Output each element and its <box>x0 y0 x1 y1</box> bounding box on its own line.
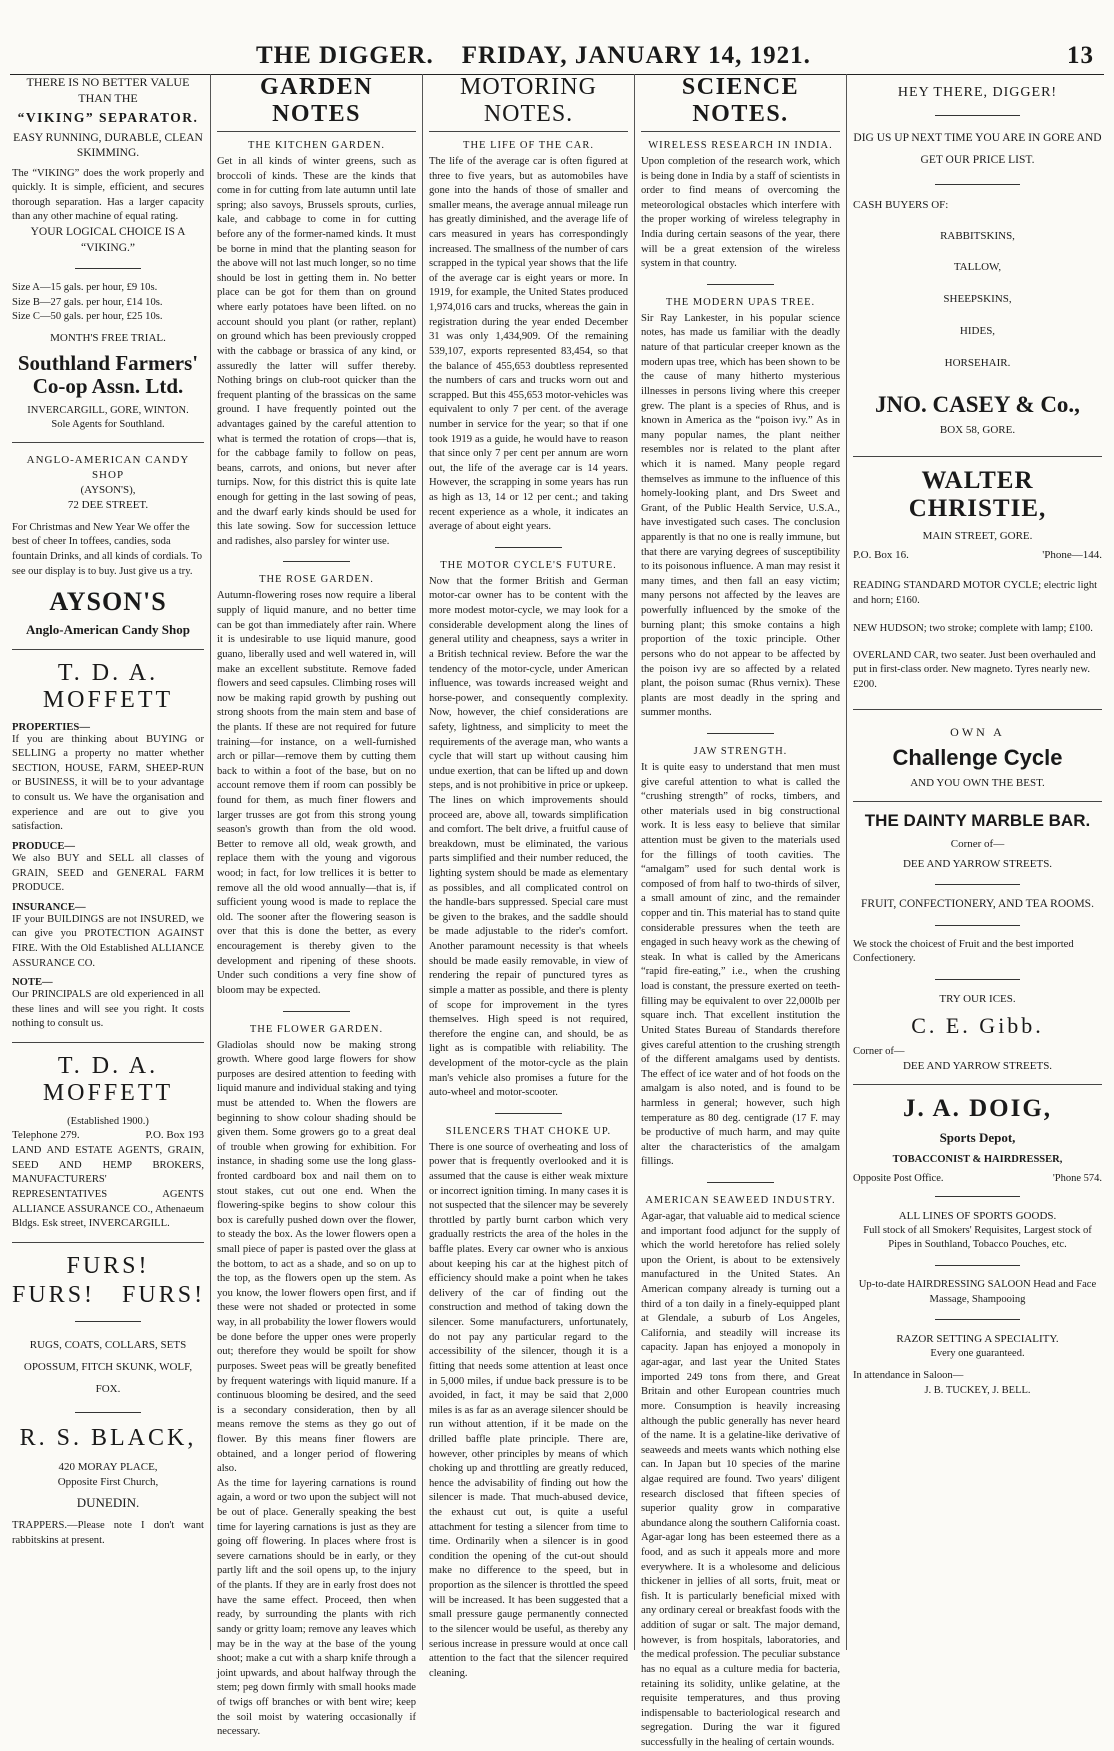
wireless-text: Upon completion of the research work, which is being done in India by a staff of scientists in order to find means of overcoming the meteorological obstacles which interfere with the proper working of wireless telegraphy in India during certain seasons of the year, there will be a great extension of the wireless system in that country. <box>641 156 840 270</box>
moffett-tel: Telephone 279. <box>12 1129 80 1142</box>
dainty-streets: DEE AND YARROW STREETS. <box>902 858 1053 871</box>
motoring-notes-column <box>423 74 635 1679</box>
buy-item-5: HORSEHAIR. <box>944 357 1011 370</box>
life-of-car-head: THE LIFE OF THE CAR. <box>463 140 594 151</box>
candy-addr: 72 DEE STREET. <box>67 498 149 511</box>
life-of-car-text: The life of the average car is often figured at three to five years, but as automobiles have gone into the hands of those of smaller and smaller means, the average annual mileage run has greatly diminished, and the average life of cars measured in years has correspondingly increased. The smallness of the number of cars scrapped in the typical year shows that the life of the average car is eight years or more. In 1919, for example, the United States produced 1,974,016 cars and trucks, whereas the gain in registration during the year ended December 31 was only 1,434,909. Of the remaining 539,107, exports represented 83,454, so that the balance of 455,653 doubtless represented the numbers of cars and trucks worn out and scrapped. But this 455,653 motor-vehicles was equivalent to only 7 per cent. of the average number in service for the year; so that if one took 1919 as a guide, he would have to reason that since only 7 per cent per annum are worn out, the life of the average car is 14 years. However, the scrapping in some years has run as high as 13, 14 or 12 per cent.; and taking recent experience as a whole, it indicates an average of about eight years. <box>429 156 628 533</box>
buy-item-4: HIDES, <box>959 325 996 338</box>
sports-goods: ALL LINES OF SPORTS GOODS. <box>898 1210 1057 1223</box>
black-addr: 420 MORAY PLACE, <box>58 1460 158 1473</box>
science-notes-column <box>635 74 847 1748</box>
viking-choice: YOUR LOGICAL CHOICE IS A “VIKING.” <box>30 226 186 254</box>
produce-text: We also BUY and SELL all classes of GRAIN, SEED and GENERAL FARM PRODUCE. <box>12 852 204 894</box>
furs-items: RUGS, COATS, COLLARS, SETS OPOSSUM, FITCH SKUNK, WOLF, FOX. <box>23 1338 193 1395</box>
southland-places: INVERCARGILL, GORE, WINTON. <box>27 404 189 416</box>
try-ices: TRY OUR ICES. <box>939 993 1016 1005</box>
motor-cycle-text: Now that the former British and German motor-car owner has to be content with the more modest motor-cycle, we may look for a considerable development along the lines of general utility and cheapness, says a writer in a British technical review. Before the war the tendency of the motor-cycle, under American influence, was towards increased weight and horse-power, and consequently complexity. Now, however, the chief considerations are safety, lightness, and simplicity to meet the requirements of the average man, who wants a cycle that will start up without causing him undue exertion, that can be lifted up and down steps, and is not prohibitive in price or upkeep. The lines on which improvements should proceed are, above all, towards simplification and comfort. The belt drive, a fruitful cause of breakdown, must be eliminated, the various parts simplified and their number reduced, the lighting system should be made as elementary as possibles, and all complicated control on the handle-bars suppressed. Special care must be given to the brakes, and the saddle should be made adjustable to the rider's comfort. Another paramount necessity is that wheels should be made easily removable, in view of rendering the repair of punctured tyres as simple a matter as possible, and there is plenty of scope for improvement in the tyres themselves. High speed is not required, therefore the engine can, and should, be as light as is compatible with reliability. The development of the motor-cycle as the plain man's vehicle also promises a future for the auto-wheel and motor-scooter. <box>429 575 628 1099</box>
challenge-cycle: Challenge Cycle <box>892 744 1063 770</box>
viking-size-b: Size B—27 gals. per hour, £14 10s. <box>12 296 163 308</box>
viking-trial: MONTH'S FREE TRIAL. <box>50 331 166 344</box>
candy-owner: (AYSON'S), <box>80 483 136 496</box>
buy-item-2: TALLOW, <box>953 261 1002 274</box>
smokers-stock: Full stock of all Smokers' Requisites, Largest stock of Pipes in Southland, Tobacco Pouches, etc. <box>863 1224 1092 1251</box>
issue-date: FRIDAY, JANUARY 14, 1921. <box>461 42 811 69</box>
wireless-head: WIRELESS RESEARCH IN INDIA. <box>648 140 833 151</box>
motor-cycle-head: THE MOTOR CYCLE'S FUTURE. <box>440 559 617 571</box>
flower-garden-text: Gladiolas should now be making strong growth. Where good large flowers for show purposes are desired attention to feeding with liquid manure and individual staking and tying must be attended to. When the flowers are beginning to show colour shading should be given them. Some growers go to a great deal of trouble when growing for exhibition. For instance, in shading some use the long glass-fronted cardboard box and nail them on to stout stakes, cut out one end. When the flowering-spike begins to show colour this box is carefully pushed down over the flower, to steady the box. As the lower flowers open a small piece of paper is pasted over the glass at the bottom, to act as a shade, and so on up to the top, as the flowers open up the stem. As you know, the lower flowers open first, and if these were not shaded or protected in some way, in all probability the lower flowers would be done before the upper ones were properly out; therefore they would be spoilt for show purposes. Sweet peas will be greatly benefited by frequent waterings with liquid manure. If a continuous blooming be desired, and the seed is a secondary consideration, then by all means remove the stems as they go out of flower. By this means finer flowers are obtained, and a longer period of flowering also. <box>217 1039 416 1475</box>
tobacconist: TOBACCONIST & HAIRDRESSER, <box>892 1153 1063 1165</box>
dainty-marble-bar: THE DAINTY MARBLE BAR. <box>864 810 1091 830</box>
buy-item-1: RABBITSKINS, <box>940 229 1015 242</box>
own-best: AND YOU OWN THE BEST. <box>910 777 1045 790</box>
aysons-logo: AYSON'S <box>49 587 167 617</box>
christie-name: WALTER CHRISTIE, <box>908 467 1047 523</box>
candy-body: For Christmas and New Year We offer the best of cheer In toffees, candies, soda fountain Drinks, and all kinds of cordials. To see our display is to buy. Just give us a try. <box>12 521 203 577</box>
new-hudson: NEW HUDSON; two stroke; complete with lamp; £100. <box>853 623 1093 635</box>
razor-setting: RAZOR SETTING A SPECIALITY. <box>896 1333 1059 1346</box>
note-label: NOTE— <box>12 977 53 989</box>
southland-agents: Sole Agents for Southland. <box>51 419 165 431</box>
silencers-text: There is one source of overheating and loss of power that is frequently overlooked and it is assumed that the cause is either weak mixture or incorrect ignition timing. In many cases it is not suspected that the silencer may be severely throttled by partly burnt carbon which very gradually restricts the area of the holes in the baffle plates. Every car owner who is anxious about keeping his car at the highest pitch of efficiency should make a point when he takes delivery of the car of finding out the construction and method of taking down the silencer. Some manufacturers, unfortunately, do not pay any particular regard to the accessibility of the silencer, though it is a fitting that needs some attention at least once in 5,000 miles, if undue back pressure is to be avoided, in fact, it may be said that 2,000 miles is as far as an average silencer should be run without attention, if it be made on the drilled baffle plate principle. There are, however, other principles by means of which choking up and throttling are greatly reduced, hence the advisability of finding out how the silencer is made. That much-abused device, the exhaust cut out, is quite a useful attachment for testing a silencer from time to time. Ordinarily when a silencer is in good condition the opening of the cut-out should make no difference to the speed, but in proportion as the silencer is throttled the speed will be increased. It has been suggested that a small pressure gauge permanently connected to the silencer would be useful, as thereby any serious increase in pressure would at once call attention to the fact that the silencer required cleaning. <box>429 1141 628 1679</box>
trappers-note: TRAPPERS.—Please note I don't want rabbitskins at present. <box>12 1520 204 1546</box>
masthead <box>6 0 1108 70</box>
paper-name: THE DIGGER. <box>256 42 434 69</box>
carnation-text: As the time for layering carnations is round again, a word or two upon the subject will not be out of place. Generally speaking the best time for layering carnations is just as they are going off flowering. In places where frost is severe carnations should be in early, or they partly lift and the soil opens up, to the injury of the plants. If they are in early frost does not have the same effect. Proceed, then when ready, by surrounding the plants with rich sandy or gritty loam; remove any leaves which may be in the way at the base of the young shoot; make a cut with a sharp knife through a joint upwards, and about halfway through the stem; peg down firmly with small hooks made of twigs off branches or with bent wire; keep the soil moist by watering occasionally if necessary. <box>217 1477 416 1738</box>
gibb-name: C. E. Gibb. <box>911 1012 1044 1038</box>
garden-notes-title: GARDEN NOTES <box>217 74 416 132</box>
science-notes-title: SCIENCE NOTES. <box>641 74 840 132</box>
moffett-name: T. D. A. MOFFETT <box>42 659 174 713</box>
viking-body: The “VIKING” does the work properly and quickly. It is simple, efficient, and secures thorough separation. Has a larger capacity than any other machine of equal rating. <box>12 167 204 223</box>
casey-box: BOX 58, GORE. <box>939 424 1016 437</box>
moffett-est: (Established 1900.) <box>67 1116 149 1128</box>
own-a: OWN A <box>950 724 1005 739</box>
upas-tree-text: Sir Ray Lankester, in his popular science notes, has made us familiar with the deadly nature of that particular creeper known as the modern upas tree, which has been shown to be the cause of many hitherto mysterious illnesses in persons living where this creeper grew. The plant is a species of Rhus, and is known in America as the “poison ivy.” As in many popular names, the plant neither resembles nor is related to the plant after which it is named. Many people regard themselves as immune to the influence of this homely-looking plant, and Drs Sweet and Grant, of the Public Health Service, U.S.A., have investigated such cases. The conclusion apparently is that no one is really immune, but that there are varying degrees of susceptibility to its poisonous influence. A man may resist it many times, and then fall an easy victim; many persons not affected by the leaves are powerfully influenced by the smoke of the burning plant; this smoke contains a high proportion of the toxic principle. Other persons who do not appear to be affected by the poison ivy are so affected by a related plant, the poison sumac (Rhus vernix). These plants are most deadly in the spring and summer months. <box>641 312 840 719</box>
fruit-rooms: FRUIT, CONFECTIONERY, AND TEA ROOMS. <box>861 898 1094 911</box>
hairdressing-saloon: Up-to-date HAIRDRESSING SALOON Head and Face Massage, Shampooing <box>858 1279 1097 1305</box>
rose-garden-head: THE ROSE GARDEN. <box>259 574 374 586</box>
cash-buyers: CASH BUYERS OF: <box>853 198 949 211</box>
page-number: 13 <box>1067 42 1094 69</box>
insurance-label: INSURANCE— <box>12 901 86 913</box>
christie-pobox: P.O. Box 16. <box>853 549 909 562</box>
sports-depot: Sports Depot, <box>939 1130 1016 1146</box>
attendance: In attendance in Saloon— <box>853 1370 964 1382</box>
aysons-sub: Anglo-American Candy Shop <box>26 622 190 638</box>
doig-opp: Opposite Post Office. <box>853 1173 944 1185</box>
reading-standard: READING STANDARD MOTOR CYCLE; electric light and horn; £160. <box>853 580 1098 606</box>
viking-size-c: Size C—50 gals. per hour, £25 10s. <box>12 311 163 323</box>
moffett-footer: LAND AND ESTATE AGENTS, GRAIN, SEED AND HEMP BROKERS, MANUFACTURERS' REPRESENTATIVES AGENTS ALLIANCE ASSURANCE CO., Athenaeum Bldgs. Esk street, INVERCARGILL. <box>12 1145 204 1230</box>
kitchen-garden-text: Get in all kinds of winter greens, such as broccoli of kinds. These are the kinds that come in for cutting from late autumn until late spring; also savoys, Brussels sprouts, curlies, kale, and cabbage to come in for cutting before any of the former-named kinds. It must be borne in mind that the planting season for the above will not last much longer, so no time should be lost in getting them in. No better place can be got for them than on ground where early potatoes have been lifted. on no account should you plant (or rather, replant) on ground which has been previously cropped with the cabbage or brassica of any kind, or assuredly the latter will suffer thereby. Nothing brings on club-root quicker than the frequent planting of the brassicas on the same ground. I have frequently pointed out the advantages gained by the careful attention to what is termed the rotation of crops—that is, for the cabbage family to follow on peas, beans, carrots, and onions, but never after turnips. Now, for this district this is quite late enough for getting in the last sowing of peas, and the dwarf early kinds should be used for this late sowing. Sow for succession lettuce and radishes, also parsley for winter use. <box>217 156 416 547</box>
candy-head: ANGLO-AMERICAN CANDY SHOP <box>26 454 190 482</box>
seaweed-head: AMERICAN SEAWEED INDUSTRY. <box>645 1195 836 1206</box>
furs-heading: FURS! <box>66 1252 150 1279</box>
black-town: DUNEDIN. <box>76 1494 140 1510</box>
casey-name: JNO. CASEY & Co., <box>875 392 1080 418</box>
dainty-corner: Corner of— <box>950 837 1005 850</box>
guaranteed: Every one guaranteed. <box>930 1348 1025 1360</box>
produce-label: PRODUCE— <box>12 840 75 852</box>
properties-label: PROPERTIES— <box>12 721 90 733</box>
silencers-head: SILENCERS THAT CHOKE UP. <box>445 1125 612 1137</box>
buy-item-3: SHEEPSKINS, <box>943 293 1012 306</box>
seaweed-text: Agar-agar, that valuable aid to medical science and important food adjunct for the supply of which the world heretofore has relied solely upon the Orient, is about to be extensively manufactured in the United States. An American company already is turning out a third of a ton daily in a finely-equipped plant at Glendale, a suburb of Los Angeles, California, and steadily will increase its capacity. Japan has enjoyed a monopoly in agar-agar, and last year the United States imported 249 tons from there, and Great Britain and other European countries much more. Consumption is heavily increasing although the public generally has never heard of the name. It is a gelatine-like derivative of seaweeds and meets wants which nothing else can. In Japan but 10 species of the marine algae required are found. Two years' diligent research disclosed that fifteen species of superior quality grow in comparative abundance along the southern California coast. Agar-agar long has been esteemed there as a food, and as such it appeals more and more everywhere. It is a wholesome and delicious thickener in jellies of all sorts, fruit, meat or fish. It is particularly beneficial mixed with any ordinary cereal or breakfast foods with the addition of sugar or salt. The major demand, however, is from hospitals, laboratories, and the medical profession. The peculiar substance has no equal as a culture media for bacteria, retaining its solidity, unlike gelatine, at the requisite temperatures, and thus proving indispensable to bacteriological research and segregation. During the war it figured successfully in the healing of certain wounds. <box>641 1211 840 1748</box>
dig-us-up: DIG US UP NEXT TIME YOU ARE IN GORE AND GET OUR PRICE LIST. <box>853 131 1102 166</box>
note-text: Our PRINCIPALS are old experienced in all these lines and will see you right. It costs nothing to consult us. <box>12 989 204 1030</box>
viking-size-a: Size A—15 gals. per hour, £9 10s. <box>12 282 158 294</box>
viking-name: “VIKING” SEPARATOR. <box>17 110 199 126</box>
christie-phone: 'Phone—144. <box>1042 549 1102 562</box>
properties-text: If you are thinking about BUYING or SELLING a property no matter whether SECTION, HOUSE, FARM, SHEEP-RUN or BUSINESS, it will be to your advantage to consult us. We have the organisation and experience and are out to give you satisfaction. <box>12 733 204 833</box>
insurance-text: IF your BUILDINGS are not INSURED, we can give you PROTECTION AGAINST FIRE. With the Old Established ALLIANCE ASSURANCE CO. <box>12 913 204 969</box>
hey-digger: HEY THERE, DIGGER! <box>897 85 1058 100</box>
black-name: R. S. BLACK, <box>19 1424 197 1451</box>
advert-column-right <box>847 74 1108 1650</box>
upas-tree-head: THE MODERN UPAS TREE. <box>665 296 816 308</box>
gibb-streets: DEE AND YARROW STREETS. <box>902 1060 1053 1073</box>
rose-garden-text: Autumn-flowering roses now require a liberal supply of liquid manure, and no better time can be got than immediately after rain. Where it is undesirable to use liquid manure, good guano, liberally used and well watered in, will make an excellent substitute. Remove faded flowers and seed capsules. Climbing roses will now be making rapid growth by pushing out strong shoots from the main stem and base of the plants. If these are not required for future training—for instance, on a well-furnished arch or pillar—remove them by cutting them back to within a foot of the base, but on no account remove them if room can possibly be found for them, as much finer flowers and larger trusses are got from this strong young season's growth than from the old wood. Better to remove all old, weak growth, and replace them with the young and vigorous wood; in fact, for low trellices it is better to remove all the old wood annually—that is, if sufficient young wood is made to replace the old. The sooner after the flowering season is over that this is done the better, as every encouragement is thereby given to the development and ripening of these shoots. Under such conditions a very fine show of bloom may be expected. <box>217 590 416 996</box>
moffett-name-2: T. D. A. MOFFETT <box>42 1053 174 1107</box>
furs-heading-2: FURS! FURS! <box>12 1281 206 1308</box>
attendants: J. B. TUCKEY, J. BELL. <box>924 1384 1031 1396</box>
doig-phone: 'Phone 574. <box>1052 1173 1102 1185</box>
moffett-box: P.O. Box 193 <box>145 1129 204 1142</box>
motoring-notes-title: MOTORING NOTES. <box>429 74 628 132</box>
black-opp: Opposite First Church, <box>57 1475 159 1488</box>
gibb-corner: Corner of— <box>853 1045 905 1057</box>
overland-car: OVERLAND CAR, two seater. Just been overhauled and put in first-class order. New magneto. Tyres nearly new. £200. <box>853 649 1096 691</box>
christie-addr: MAIN STREET, GORE. <box>922 530 1033 543</box>
southland-farmers: Southland Farmers' Co-op Assn. Ltd. <box>17 350 199 398</box>
garden-notes-column <box>211 74 423 1738</box>
viking-tag: EASY RUNNING, DURABLE, CLEAN SKIMMING. <box>13 131 203 160</box>
fruit-stock: We stock the choicest of Fruit and the best imported Confectionery. <box>853 938 1074 965</box>
jaw-strength-text: It is quite easy to understand that men must give careful attention to what is called the “crushing strength” of rocks, timbers, and other materials used in big constructional work. It is less easy to believe that similar attention must be given to the materials used for the fillings of tooth cavities. The “amalgam” used for such dental work is composed of from half to two-thirds of silver, a small amount of zinc, and the remainder copper and tin. This material has to stand quite considerable pressures when the teeth are engaged in such heavy work as the chewing of steak. In what is called by the Americans “rapid fire-eating,” i.e., when the crushing load is constant, the pressure exerted on teeth-filling may be equivalent to over 22,000lb per square inch. That excellent institution the United States Bureau of Standards therefore gives careful attention to the crushing strength of the different amalgams used by dentists. The effect of ice water and of hot foods on the amalgam is also noted, and is found to be harmless in general; however, such high temperature as 80 deg. centigrade (17 F. may be productive of much harm, and may quite alter the characteristics of the amalgam fillings. <box>641 761 840 1168</box>
kitchen-garden-head: THE KITCHEN GARDEN. <box>247 140 386 151</box>
flower-garden-head: THE FLOWER GARDEN. <box>249 1023 384 1035</box>
jaw-strength-head: JAW STRENGTH. <box>693 745 788 757</box>
advert-column-left <box>6 74 211 1650</box>
viking-intro: THERE IS NO BETTER VALUE THAN THE <box>26 75 190 106</box>
doig-name: J. A. DOIG, <box>902 1095 1053 1123</box>
